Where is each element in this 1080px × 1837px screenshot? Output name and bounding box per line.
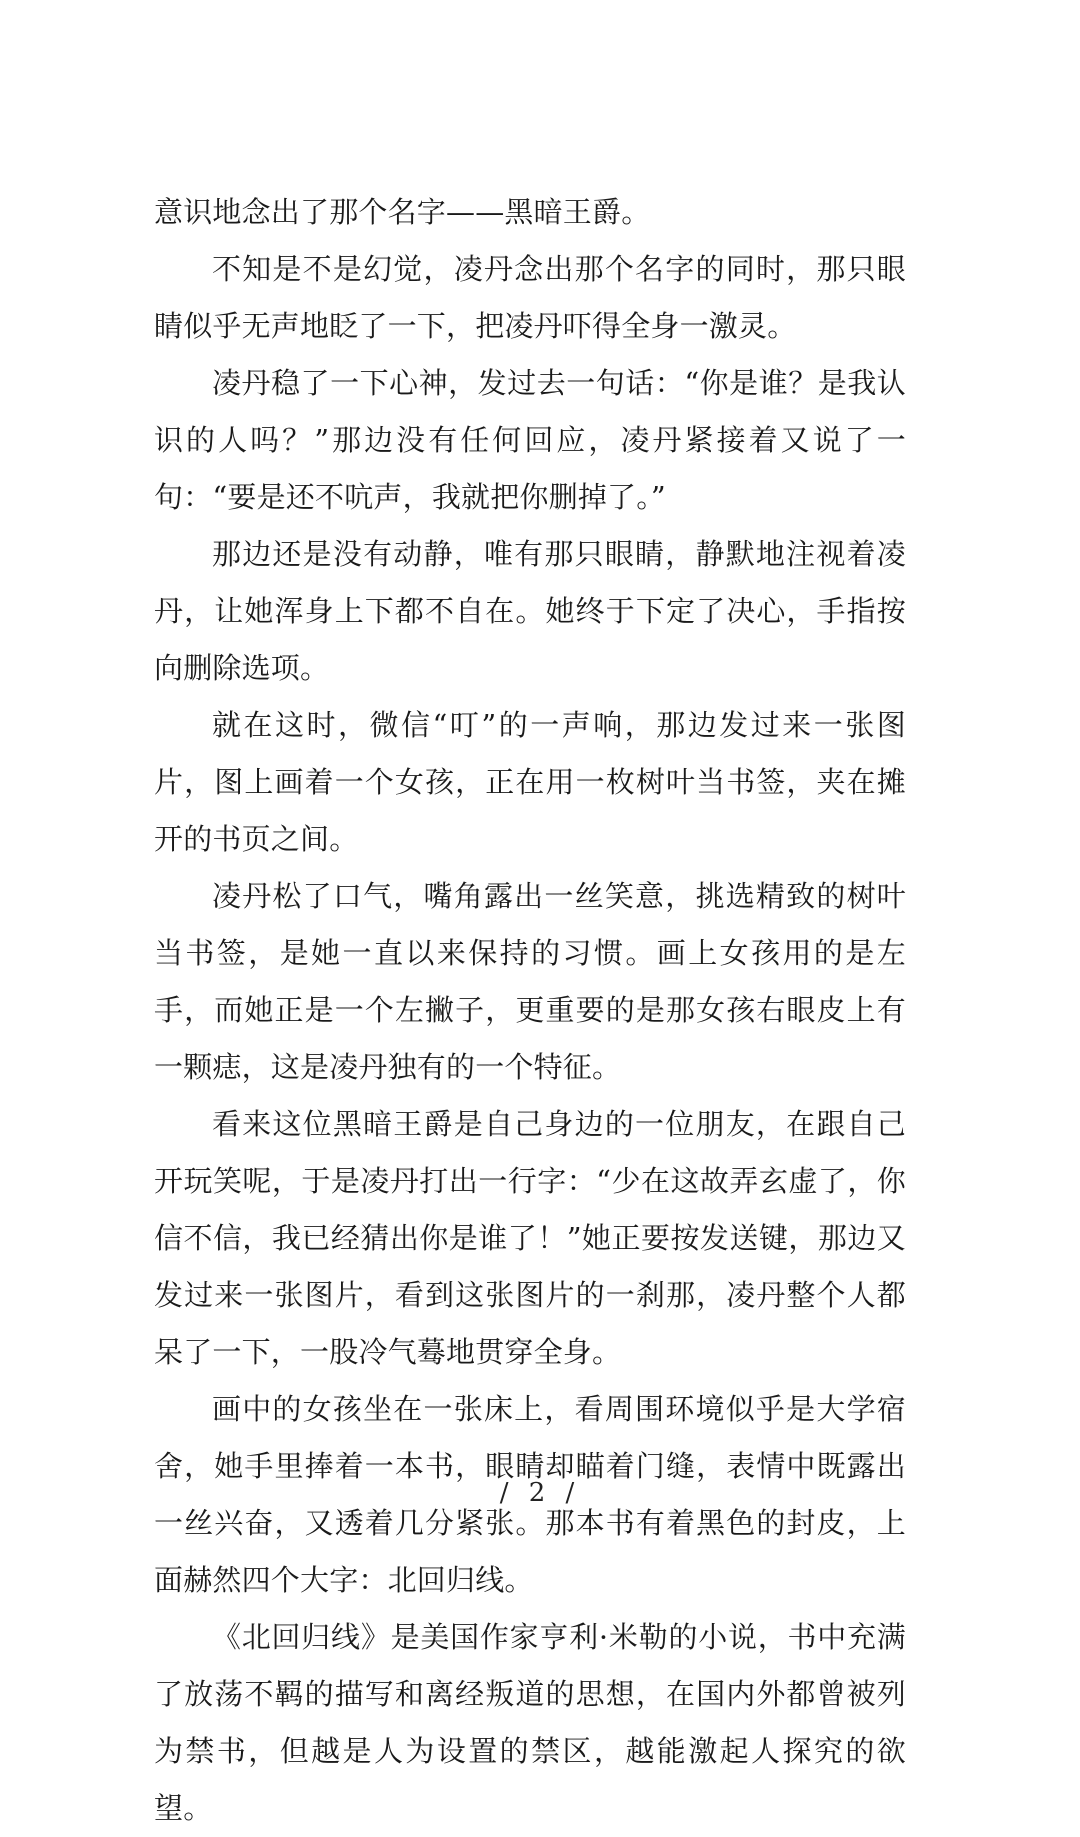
body-text xyxy=(154,184,906,1837)
paragraph: 凌丹松了口气，嘴角露出一丝笑意，挑选精致的树叶当书签，是她一直以来保持的习惯。画上女孩用的是左手，而她正是一个左撇子，更重要的是那女孩右眼皮上有一颗痣，这是凌丹独有的一个特征。 xyxy=(154,879,906,1084)
page-number: / 2 / xyxy=(499,1478,581,1508)
paragraph: 看来这位黑暗王爵是自己身边的一位朋友，在跟自己开玩笑呢，于是凌丹打出一行字：“少在这故弄玄虚了，你信不信，我已经猜出你是谁了！”她正要按发送键，那边又发过来一张图片，看到这张图片的一刹那，凌丹整个人都呆了一下，一股冷气蓦地贯穿全身。 xyxy=(154,1107,906,1369)
paragraph: 凌丹稳了一下心神，发过去一句话：“你是谁？是我认识的人吗？”那边没有任何回应，凌丹紧接着又说了一句：“要是还不吭声，我就把你删掉了。” xyxy=(154,366,906,514)
paragraph: 那边还是没有动静，唯有那只眼睛，静默地注视着凌丹，让她浑身上下都不自在。她终于下定了决心，手指按向删除选项。 xyxy=(154,537,906,685)
paragraph: 画中的女孩坐在一张床上，看周围环境似乎是大学宿舍，她手里捧着一本书，眼睛却瞄着门缝，表情中既露出一丝兴奋，又透着几分紧张。那本书有着黑色的封皮，上面赫然四个大字：北回归线。 xyxy=(154,1392,906,1597)
paragraph: 《北回归线》是美国作家亨利·米勒的小说，书中充满了放荡不羁的描写和离经叛道的思想，在国内外都曾被列为禁书，但越是人为设置的禁区，越能激起人探究的欲望。 xyxy=(154,1620,906,1825)
paragraph: 意识地念出了那个名字——黑暗王爵。 xyxy=(154,195,651,229)
paragraph: 就在这时，微信“叮”的一声响，那边发过来一张图片，图上画着一个女孩，正在用一枚树叶当书签，夹在摊开的书页之间。 xyxy=(154,708,906,856)
paragraph: 不知是不是幻觉，凌丹念出那个名字的同时，那只眼睛似乎无声地眨了一下，把凌丹吓得全身一激灵。 xyxy=(154,252,906,343)
